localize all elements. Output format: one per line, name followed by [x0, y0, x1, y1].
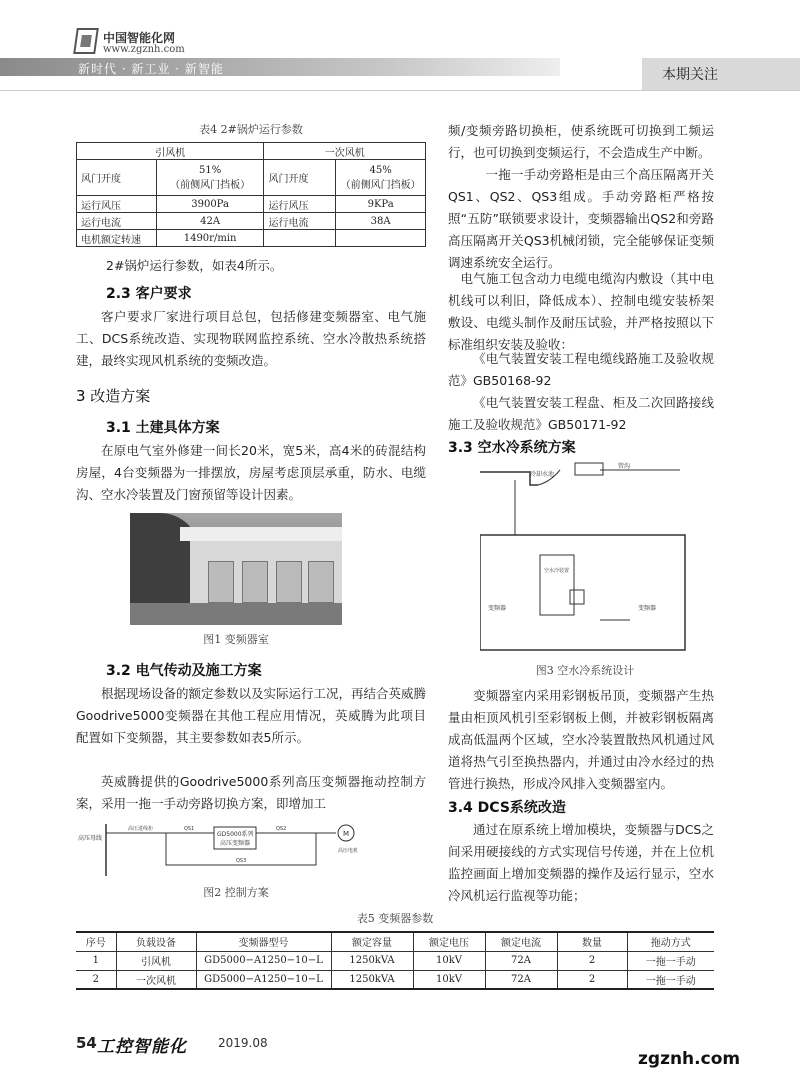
inverter-left-label: 变频器 [488, 605, 507, 612]
table5-caption: 表5 变频器参数 [356, 912, 434, 925]
motor-label: 高压电机 [338, 848, 359, 854]
table-cell: 1490r/min [156, 230, 264, 247]
table-header-cell: 序号 [76, 932, 116, 951]
table-cell: 9KPa [336, 196, 426, 213]
qs1-label: QS1 [184, 826, 195, 832]
heading-3: 3 改造方案 [76, 387, 151, 405]
table-cell: 2 [557, 951, 627, 970]
motor-symbol: M [343, 830, 350, 838]
watermark: zgznh.com [638, 1049, 741, 1069]
heading-3-3: 3.3 空水冷系统方案 [448, 440, 576, 456]
figure1-caption: 图1 变频器室 [203, 633, 269, 646]
table-cell: 风门开度 [264, 160, 336, 196]
table-row [76, 970, 714, 989]
table-cell-value: 45% [369, 164, 392, 176]
table-cell: 风门开度 [77, 160, 157, 196]
table-header-row [76, 932, 714, 951]
figure3-diagram [480, 460, 690, 655]
heading-2-3: 2.3 客户要求 [106, 286, 192, 302]
table-row [77, 213, 426, 230]
table-cell: GD5000−A1250−10−L [196, 951, 331, 970]
paragraph-3-1: 在原电气室外修建一间长20米，宽5米，高4米的砖混结构房屋，4台变频器为一排摆放，房屋考虑顶层承重，防水、电缆沟、空水冷装置及门窗预留等设计因素。 [76, 443, 426, 502]
site-name: 中国智能化网 [103, 31, 176, 45]
inlet-label: 高压进线柜 [128, 826, 154, 832]
site-url: www.zgznh.com [103, 44, 185, 55]
vfd-label-2: 高压变频器 [220, 840, 251, 847]
bus-label: 高压母线 [78, 835, 103, 842]
pool-label: 冷却水池 [530, 471, 555, 478]
table-cell: 3900Pa [156, 196, 264, 213]
table4-group-header: 一次风机 [264, 143, 426, 160]
pool-box [575, 463, 603, 475]
table-cell: 2 [557, 970, 627, 989]
paragraph-bypass-intro: 频/变频旁路切换柜，使系统既可切换到工频运行，也可切换到变频运行，不会造成生产中断。 [448, 123, 714, 160]
table-cell: 10kV [413, 970, 485, 989]
qs3-label: QS3 [236, 858, 247, 864]
table5 [76, 931, 714, 990]
table-cell-note: （前侧风门挡板） [340, 179, 421, 191]
table-header-cell: 额定电压 [413, 932, 485, 951]
table-header-cell: 负载设备 [116, 932, 196, 951]
figure3-caption: 图3 空水冷系统设计 [535, 664, 635, 677]
table-cell: 一次风机 [116, 970, 196, 989]
pipe-label: 管沟 [618, 463, 631, 470]
standard-1: 《电气装置安装工程电缆线路施工及验收规范》GB50168-92 [448, 351, 714, 388]
inverter-right-label: 变频器 [638, 605, 657, 612]
table-cell: 运行风压 [77, 196, 157, 213]
section-label: 本期关注 [662, 67, 718, 83]
table-header-cell: 变频器型号 [196, 932, 331, 951]
table-row [77, 143, 426, 160]
magazine-name: 工控智能化 [97, 1037, 187, 1057]
table-header-cell: 拖动方式 [627, 932, 714, 951]
issue-date: 2019.08 [218, 1036, 268, 1050]
table-cell [336, 160, 426, 196]
table4-caption: 表4 2#锅炉运行参数 [199, 123, 303, 136]
heading-3-2: 3.2 电气传动及施工方案 [106, 663, 262, 679]
site-logo-icon [73, 28, 99, 54]
table-cell: 1250kVA [331, 951, 413, 970]
table-cell: 10kV [413, 951, 485, 970]
table-cell: 38A [336, 213, 426, 230]
table-cell: 72A [485, 951, 557, 970]
table-cell-note: （前侧风门挡板） [170, 179, 251, 191]
table-cell: 运行电流 [264, 213, 336, 230]
qs2-label: QS2 [276, 826, 287, 832]
table-cell: 运行风压 [264, 196, 336, 213]
table-row [77, 196, 426, 213]
figure1-photo [130, 513, 342, 625]
paragraph-3-3: 变频器室内采用彩钢板吊顶，变频器产生热量由柜顶风机引至彩钢板上侧，并被彩钢板隔离成高低温两个区域，空水冷装置散热风机通过风道将热气引至换热器内，并通过由冷水经过的热管进行换热，形成冷风排入变频器室内。 [448, 688, 714, 791]
table4 [76, 142, 426, 247]
heading-3-4: 3.4 DCS系统改造 [448, 800, 566, 816]
table-cell: 运行电流 [77, 213, 157, 230]
table-cell: 2 [76, 970, 116, 989]
table-cell: 72A [485, 970, 557, 989]
table-cell [336, 230, 426, 247]
table4-group-header: 引风机 [77, 143, 264, 160]
header-divider [0, 90, 800, 91]
paragraph-2-3: 客户要求厂家进行项目总包，包括修建变频器室、电气施工、DCS系统改造、实现物联网监控系统、空水冷散热系统搭建，最终实现风机系统的变频改造。 [76, 309, 426, 368]
paragraph-construction: 电气施工包含动力电缆电缆沟内敷设（其中电机线可以利旧，降低成本）、控制电缆安装桥架敷设、电缆头制作及耐压试验，并严格按照以下标准组织安装及验收： [448, 271, 714, 352]
paragraph-3-4: 通过在原系统上增加模块，变频器与DCS之间采用硬接线的方式实现信号传递，并在上位机监控画面上增加变频器的操作及运行显示，空水冷风机运行监视等功能； [448, 822, 714, 903]
table-cell: 引风机 [116, 951, 196, 970]
table-cell-value: 51% [198, 164, 222, 176]
table-header-cell: 额定电流 [485, 932, 557, 951]
table-cell: GD5000−A1250−10−L [196, 970, 331, 989]
table-cell: 1 [76, 951, 116, 970]
paragraph-3-2a: 根据现场设备的额定参数以及实际运行工况，再结合英威腾Goodrive5000变频器在其他工程应用情况，英威腾为此项目配置如下变频器，其主要参数如表5所示。 [76, 686, 427, 745]
slogan: 新时代 · 新工业 · 新智能 [78, 62, 224, 76]
table-row [76, 951, 714, 970]
table-header-cell: 额定容量 [331, 932, 413, 951]
standard-2: 《电气装置安装工程盘、柜及二次回路接线施工及验收规范》GB50171-92 [448, 395, 714, 432]
table-cell: 一拖一手动 [627, 951, 714, 970]
table-cell: 一拖一手动 [627, 970, 714, 989]
table-row [77, 230, 426, 247]
table-header-cell: 数量 [557, 932, 627, 951]
table-cell: 电机额定转速 [77, 230, 157, 247]
cooler-label: 空水冷装置 [544, 568, 570, 574]
figure2-diagram [76, 820, 426, 880]
page-number: 54 [76, 1034, 97, 1052]
table-cell: 1250kVA [331, 970, 413, 989]
paragraph-bypass: 一拖一手动旁路柜是由三个高压隔离开关QS1、QS2、QS3组成。手动旁路柜严格按照“五防”联锁要求设计，变频器输出QS2和旁路高压隔离开关QS3机械闭锁，完全能够保证变频调速系统安全运行。 [448, 167, 714, 270]
heading-3-1: 3.1 土建具体方案 [106, 420, 220, 436]
room-outline [480, 535, 685, 650]
table-cell [264, 230, 336, 247]
table-row [77, 160, 426, 196]
vfd-label-1: GD5000系列 [217, 831, 254, 838]
table-cell [156, 160, 264, 196]
figure2-caption: 图2 控制方案 [203, 886, 269, 899]
table4-note: 2#锅炉运行参数，如表4所示。 [106, 258, 283, 273]
paragraph-3-2b: 英威腾提供的Goodrive5000系列高压变频器拖动控制方案，采用一拖一手动旁路切换方案，即增加工 [76, 774, 426, 811]
table-cell: 42A [156, 213, 264, 230]
